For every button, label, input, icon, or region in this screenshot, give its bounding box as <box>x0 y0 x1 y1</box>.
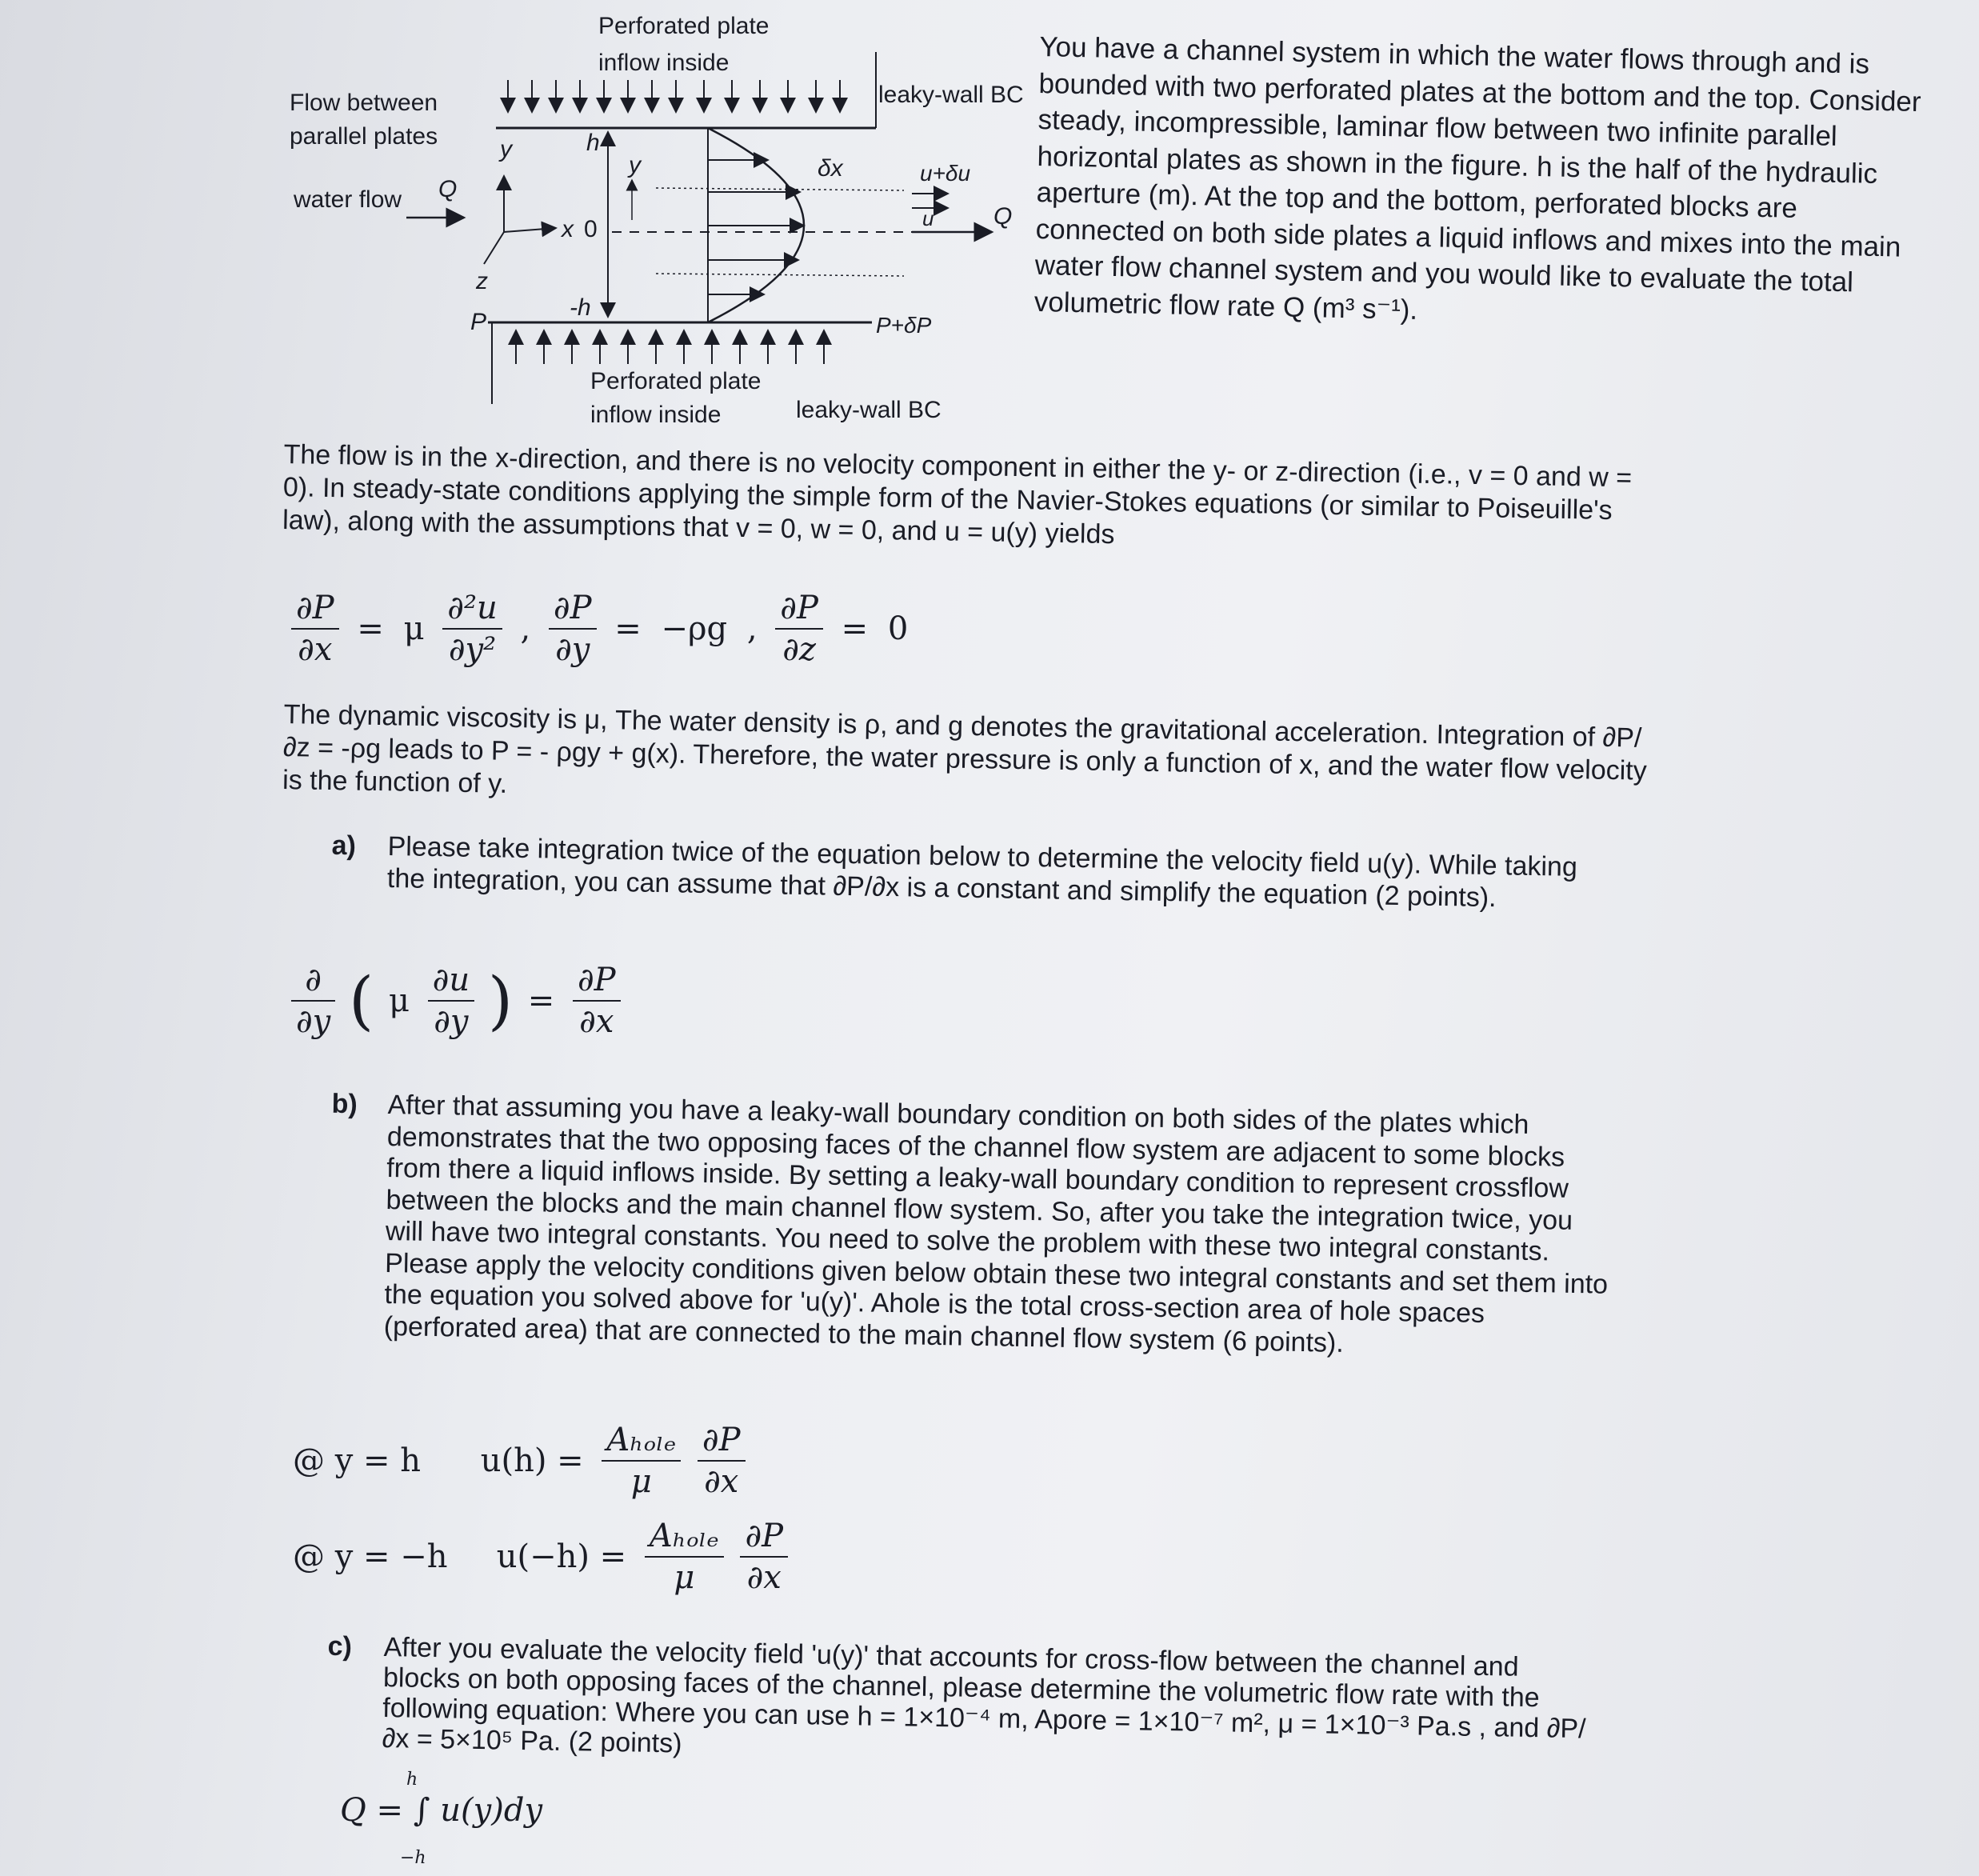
question-b-text: After that assuming you have a leaky-wall boundary condition on both sides of the plates which demonstrates that the two opposing faces of the channel flow system are adjacent to some blocks from there a liquid inflows inside. By setting a leaky-wall boundary condition to represent crossflow between the blocks and the main channel flow system. So, after you take the integration twice, you will have two integral constants. You need to solve the problem with these two integral constants. Please apply the velocity conditions given below obtain these two integral constants and set them into the equation you solved above for 'u(y)'. Ahole is the total cross-section area of hole spaces (perforated area) that are connected to the main channel flow system (6 points). <box>383 1090 1609 1358</box>
intro-paragraph: You have a channel system in which the water flows through and is bounded with two perforated plates at the bottom and the top. Consider steady, incompressible, laminar flow between two infinite parallel horizontal plates as shown in the figure. h is the half of the hydraulic aperture (m). At the top and the bottom, perforated blocks are connected on both side plates a liquid inflows and mixes into the main water flow channel system and you would like to evaluate the total volumetric flow rate Q (m³ s⁻¹). <box>1033 30 1921 326</box>
flow-rate-integral: Q = ∫ u(y)dy <box>340 1792 543 1829</box>
eq1-lhs: $\frac{\partial P}{\partial x}$ <box>291 588 339 670</box>
axis-x-label: x <box>562 216 574 242</box>
velocity-arrows <box>708 160 804 294</box>
axis-p-label: P <box>470 309 487 335</box>
top-bc-label: leaky-wall BC <box>878 82 1024 108</box>
question-b <box>331 1088 1619 1364</box>
top-inflow-arrows <box>508 80 840 112</box>
bottom-inflow-arrows <box>516 330 824 364</box>
h-bottom-label: -h <box>570 294 591 321</box>
top-plate-label: Perforated plate inflow inside <box>598 13 770 76</box>
u-plus-du-label: u+δu <box>920 161 971 186</box>
body-paragraph-2: The dynamic viscosity is μ, The water density is ρ, and g denotes the gravitational acceleration. Integration of ∂P/∂z = -ρg leads to P = - ρgy + g(x). Therefore, the water pressure is only a function of x, and the water flow velocity is the function of y. <box>282 698 1647 799</box>
inner-y-label: y <box>629 152 641 178</box>
question-c-text: After you evaluate the velocity field 'u(y)' that accounts for cross-flow between the channel and blocks on both opposing faces of the channel, please determine the volumetric flow rate with the following equation: Where you can use h = 1×10⁻⁴ m, Apore = 1×10⁻⁷ m², μ = 1×10⁻³ Pa.s , and ∂P/∂x = 5×10⁵ Pa. (2 points) <box>382 1632 1586 1759</box>
u-label: u <box>922 206 934 230</box>
bottom-bc-label: leaky-wall BC <box>796 397 942 423</box>
question-b-marker: b) <box>331 1088 358 1120</box>
eq2-lhs: $\frac{\partial P}{\partial y}$ <box>549 588 597 670</box>
eq1-rhs: $\frac{\text{∂²u}}{\text{∂y²}}$ <box>442 588 502 670</box>
axis-y-label: y <box>500 136 512 162</box>
question-a-marker: a) <box>331 830 357 862</box>
origin-label: 0 <box>584 216 598 242</box>
boundary-condition-bottom: @ y = −h u(−h) = $\frac{\text{Aₕₒₗₑ}}{\mu}$ $\frac{\partial P}{\partial x}$ <box>288 1516 791 1598</box>
water-flow-label: water flow <box>294 186 402 213</box>
integral-upper-limit: h <box>406 1770 418 1790</box>
bottom-plate-label: Perforated plate inflow inside <box>590 368 762 428</box>
element-top-line <box>656 188 904 190</box>
p-plus-dp-label: P+δP <box>876 313 932 338</box>
question-a-text: Please take integration twice of the equation below to determine the velocity field u(y). While taking the integration, you can assume that ∂P/∂x is a constant and simplify the equation (2 points). <box>386 830 1578 914</box>
axis-z-label: z <box>476 268 488 294</box>
z-axis-line <box>484 232 504 264</box>
flow-title: Flow between parallel plates <box>290 90 438 150</box>
x-axis-arrow <box>504 228 556 232</box>
body-paragraph-1: The flow is in the x-direction, and there is no velocity component in either the y- or z-direction (i.e., v = 0 and w = 0). In steady-state conditions applying the simple form of the Navier-Stokes equations (or similar to Poiseuille's law), along with the assumptions that v = 0, w = 0, and u = u(y) yields <box>282 438 1633 550</box>
navier-stokes-equations: $\frac{\partial P}{\partial x}$ = μ $\frac{\text{∂²u}}{\text{∂y²}}$ , $\frac{\partial P}{\partial y}$ = −ρg , $\frac{\partial P}{\partial z}$ = 0 <box>288 588 913 670</box>
delta-x-label: δx <box>818 155 843 182</box>
integral-lower-limit: −h <box>400 1848 426 1868</box>
momentum-equation: $\frac{\partial}{\partial y}$ ( μ $\frac{\partial u}{\partial y}$ ) = $\frac{\partial P}{\partial x}$ <box>288 960 624 1042</box>
boundary-condition-top: @ y = h u(h) = $\frac{\text{Aₕₒₗₑ}}{\mu}$ $\frac{\partial P}{\partial x}$ <box>288 1420 749 1502</box>
q-in-label: Q <box>438 176 458 202</box>
question-c-marker: c) <box>327 1630 353 1662</box>
question-c <box>327 1630 1599 1775</box>
h-top-label: h <box>586 130 600 156</box>
q-out-label: Q <box>993 203 1013 230</box>
eq3-lhs: $\frac{\partial P}{\partial z}$ <box>775 588 823 670</box>
